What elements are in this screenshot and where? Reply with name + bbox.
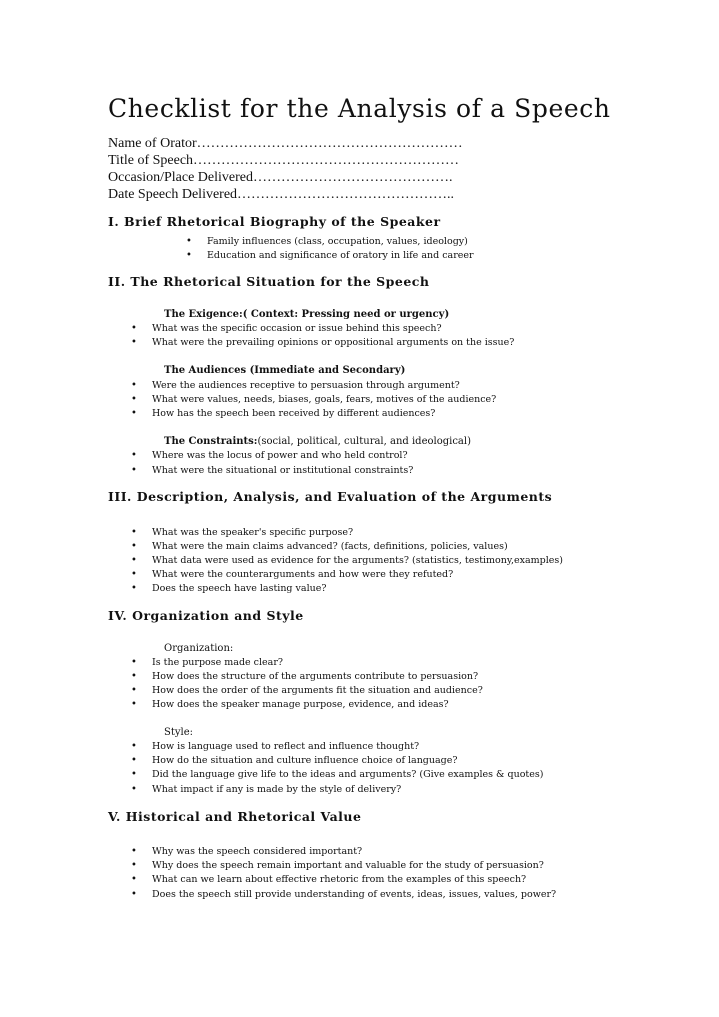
bullet-icon: • (131, 541, 137, 552)
bullet-icon: • (186, 236, 192, 247)
subheading-audiences: The Audiences (Immediate and Secondary) (164, 365, 406, 376)
list-item: • Does the speech have lasting value? (131, 583, 327, 594)
bullet-icon: • (131, 408, 137, 419)
bullet-icon: • (131, 527, 137, 538)
list-item: • What was the specific occasion or issue behind this speech? (131, 323, 442, 334)
list-item: • What were values, needs, biases, goals, fears, motives of the audience? (131, 394, 497, 405)
list-item: • How does the structure of the arguments contribute to persuasion? (131, 671, 479, 682)
list-item: • How do the situation and culture influence choice of language? (131, 755, 458, 766)
list-item: • What were the prevailing opinions or oppositional arguments on the issue? (131, 337, 515, 348)
bullet-icon: • (131, 394, 137, 405)
bullet-icon: • (131, 555, 137, 566)
list-item: • What impact if any is made by the style of delivery? (131, 784, 402, 795)
bullet-icon: • (131, 889, 137, 900)
list-item: • How does the speaker manage purpose, evidence, and ideas? (131, 699, 449, 710)
bullet-icon: • (131, 784, 137, 795)
list-item: • Is the purpose made clear? (131, 657, 283, 668)
bullet-icon: • (131, 860, 137, 871)
subheading-style: Style: (164, 727, 194, 738)
bullet-icon: • (131, 769, 137, 780)
bullet-icon: • (131, 657, 137, 668)
list-item: • How has the speech been received by different audiences? (131, 408, 436, 419)
list-item: • How is language used to reflect and influence thought? (131, 741, 420, 752)
section-heading-4: IV. Organization and Style (108, 608, 304, 623)
subheading-exigence: The Exigence:( Context: Pressing need or urgency) (164, 309, 450, 320)
page-title: Checklist for the Analysis of a Speech (108, 94, 611, 123)
bullet-icon: • (131, 846, 137, 857)
field-name-of-orator: Name of Orator………………………………………………… (108, 136, 463, 151)
bullet-icon: • (131, 450, 137, 461)
list-item: • Did the language give life to the ideas and arguments? (Give examples & quotes) (131, 769, 544, 780)
bullet-icon: • (131, 323, 137, 334)
list-item: • Why was the speech considered important? (131, 846, 363, 857)
bullet-icon: • (131, 569, 137, 580)
bullet-icon: • (131, 874, 137, 885)
list-item: • How does the order of the arguments fit the situation and audience? (131, 685, 483, 696)
list-item: • What can we learn about effective rhetoric from the examples of this speech? (131, 874, 527, 885)
bullet-icon: • (131, 741, 137, 752)
field-date-delivered: Date Speech Delivered……………………………………….. (108, 187, 455, 202)
section-heading-1: I. Brief Rhetorical Biography of the Speaker (108, 214, 441, 229)
bullet-icon: • (131, 337, 137, 348)
section-heading-2: II. The Rhetorical Situation for the Speech (108, 274, 430, 289)
bullet-icon: • (131, 755, 137, 766)
list-item: • Where was the locus of power and who held control? (131, 450, 408, 461)
subheading-constraints: The Constraints:(social, political, cultural, and ideological) (164, 436, 471, 447)
list-item: • What were the counterarguments and how were they refuted? (131, 569, 454, 580)
bullet-icon: • (186, 250, 192, 261)
list-item: • Why does the speech remain important and valuable for the study of persuasion? (131, 860, 544, 871)
list-item: • Family influences (class, occupation, values, ideology) (186, 236, 468, 247)
list-item: • Education and significance of oratory in life and career (186, 250, 474, 261)
field-title-of-speech: Title of Speech………………………………………………… (108, 153, 460, 168)
bullet-icon: • (131, 685, 137, 696)
section-heading-5: V. Historical and Rhetorical Value (108, 809, 362, 824)
bullet-icon: • (131, 699, 137, 710)
subheading-organization: Organization: (164, 643, 234, 654)
list-item: • What was the speaker's specific purpose? (131, 527, 354, 538)
field-occasion-place: Occasion/Place Delivered……………………………………. (108, 170, 453, 185)
list-item: • Were the audiences receptive to persuasion through argument? (131, 380, 460, 391)
bullet-icon: • (131, 380, 137, 391)
list-item: • What data were used as evidence for the arguments? (statistics, testimony,examples) (131, 555, 563, 566)
section-heading-3: III. Description, Analysis, and Evaluation of the Arguments (108, 489, 553, 504)
bullet-icon: • (131, 465, 137, 476)
bullet-icon: • (131, 583, 137, 594)
list-item: • What were the main claims advanced? (facts, definitions, policies, values) (131, 541, 508, 552)
list-item: • Does the speech still provide understanding of events, ideas, issues, values, power? (131, 889, 557, 900)
list-item: • What were the situational or institutional constraints? (131, 465, 414, 476)
bullet-icon: • (131, 671, 137, 682)
